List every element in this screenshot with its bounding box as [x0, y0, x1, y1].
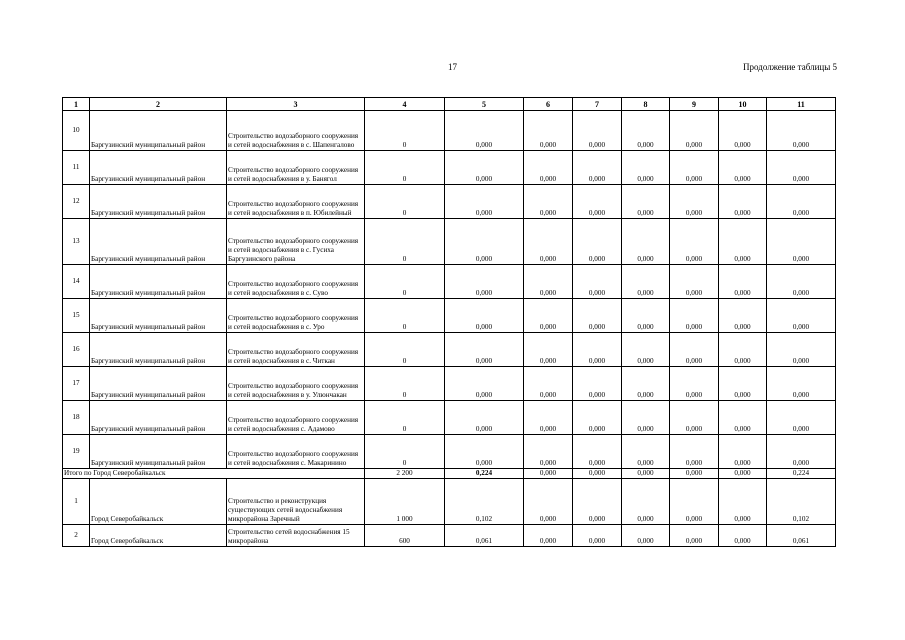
- value-cell-col-9: 0,000: [670, 185, 719, 219]
- value-cell-col-7: 0,000: [573, 333, 622, 367]
- value-cell-col-4: 0: [365, 185, 445, 219]
- row-number: 2: [63, 525, 90, 547]
- value-cell-col-4: 0: [365, 219, 445, 265]
- value-cell-col-6: 0,000: [524, 469, 573, 479]
- value-cell-col-5: 0,000: [445, 435, 524, 469]
- value-cell-col-10: 0,000: [719, 111, 767, 151]
- value-cell-col-7: 0,000: [573, 435, 622, 469]
- value-cell-col-11: 0,000: [767, 367, 836, 401]
- value-cell-col-9: 0,000: [670, 367, 719, 401]
- value-cell-col-11: 0,000: [767, 219, 836, 265]
- value-cell-col-10: 0,000: [719, 367, 767, 401]
- value-cell-col-9: 0,000: [670, 401, 719, 435]
- municipality-cell: Баргузинский муниципальный район: [90, 401, 227, 435]
- value-cell-col-8: 0,000: [622, 333, 670, 367]
- value-cell-col-7: 0,000: [573, 367, 622, 401]
- value-cell-col-6: 0,000: [524, 111, 573, 151]
- municipality-cell: Баргузинский муниципальный район: [90, 367, 227, 401]
- value-cell-col-5: 0,000: [445, 219, 524, 265]
- value-cell-col-10: 0,000: [719, 479, 767, 525]
- value-cell-col-6: 0,000: [524, 151, 573, 185]
- project-cell: Строительство и реконструкция существующих сетей водоснабжения микрорайона Заречный: [227, 479, 365, 525]
- value-cell-col-7: 0,000: [573, 185, 622, 219]
- row-number: 19: [63, 435, 90, 469]
- column-header: 6: [524, 98, 573, 111]
- row-number: 15: [63, 299, 90, 333]
- table-row: [63, 479, 836, 525]
- value-cell-col-7: 0,000: [573, 299, 622, 333]
- value-cell-col-8: 0,000: [622, 435, 670, 469]
- value-cell-col-4: 0: [365, 435, 445, 469]
- value-cell-col-5: 0,000: [445, 185, 524, 219]
- value-cell-col-4: 0: [365, 151, 445, 185]
- row-number: 14: [63, 265, 90, 299]
- municipality-cell: Баргузинский муниципальный район: [90, 299, 227, 333]
- value-cell-col-8: 0,000: [622, 367, 670, 401]
- total-label: Итого по Город Северобайкальск: [63, 469, 365, 479]
- value-cell-col-5: 0,000: [445, 299, 524, 333]
- value-cell-col-9: 0,000: [670, 469, 719, 479]
- table-row: [63, 525, 836, 547]
- municipality-cell: Баргузинский муниципальный район: [90, 333, 227, 367]
- value-cell-col-6: 0,000: [524, 185, 573, 219]
- project-cell: Строительство водозаборного сооружения и сетей водоснабжения с. Макаринино: [227, 435, 365, 469]
- value-cell-col-4: 0: [365, 299, 445, 333]
- project-cell: Строительство водозаборного сооружения и сетей водоснабжения с. Адамово: [227, 401, 365, 435]
- table-row: [63, 151, 836, 185]
- value-cell-col-5: 0,000: [445, 367, 524, 401]
- column-header: 11: [767, 98, 836, 111]
- value-cell-col-6: 0,000: [524, 435, 573, 469]
- table-row: [63, 333, 836, 367]
- value-cell-col-10: 0,000: [719, 401, 767, 435]
- value-cell-col-8: 0,000: [622, 469, 670, 479]
- row-number: 12: [63, 185, 90, 219]
- value-cell-col-10: 0,000: [719, 185, 767, 219]
- column-header: 10: [719, 98, 767, 111]
- value-cell-col-8: 0,000: [622, 265, 670, 299]
- value-cell-col-7: 0,000: [573, 401, 622, 435]
- column-header: 7: [573, 98, 622, 111]
- municipality-cell: Баргузинский муниципальный район: [90, 435, 227, 469]
- value-cell-col-6: 0,000: [524, 525, 573, 547]
- project-cell: Строительство водозаборного сооружения и сетей водоснабжения в с. Гусиха Баргузинского района: [227, 219, 365, 265]
- value-cell-col-9: 0,000: [670, 151, 719, 185]
- value-cell-col-7: 0,000: [573, 479, 622, 525]
- table-row: [63, 435, 836, 469]
- value-cell-col-6: 0,000: [524, 219, 573, 265]
- value-cell-col-5: 0,000: [445, 111, 524, 151]
- value-cell-col-7: 0,000: [573, 469, 622, 479]
- value-cell-col-11: 0,000: [767, 435, 836, 469]
- value-cell-col-7: 0,000: [573, 111, 622, 151]
- table-row: [63, 367, 836, 401]
- municipality-cell: Баргузинский муниципальный район: [90, 151, 227, 185]
- value-cell-col-4: 1 000: [365, 479, 445, 525]
- value-cell-col-5: 0,224: [445, 469, 524, 479]
- value-cell-col-6: 0,000: [524, 299, 573, 333]
- value-cell-col-11: 0,000: [767, 151, 836, 185]
- project-cell: Строительство водозаборного сооружения и сетей водоснабжения в у. Улюнчакан: [227, 367, 365, 401]
- value-cell-col-10: 0,000: [719, 525, 767, 547]
- value-cell-col-8: 0,000: [622, 185, 670, 219]
- value-cell-col-6: 0,000: [524, 401, 573, 435]
- row-number: 16: [63, 333, 90, 367]
- table-row: [63, 299, 836, 333]
- value-cell-col-5: 0,102: [445, 479, 524, 525]
- project-cell: Строительство водозаборного сооружения и сетей водоснабжения в с. Уро: [227, 299, 365, 333]
- value-cell-col-6: 0,000: [524, 479, 573, 525]
- column-header: 1: [63, 98, 90, 111]
- value-cell-col-11: 0,000: [767, 185, 836, 219]
- value-cell-col-4: 0: [365, 111, 445, 151]
- column-header: 5: [445, 98, 524, 111]
- value-cell-col-9: 0,000: [670, 265, 719, 299]
- value-cell-col-5: 0,000: [445, 401, 524, 435]
- value-cell-col-7: 0,000: [573, 265, 622, 299]
- table-header-row: [63, 98, 836, 111]
- value-cell-col-11: 0,000: [767, 265, 836, 299]
- row-number: 17: [63, 367, 90, 401]
- municipality-cell: Баргузинский муниципальный район: [90, 265, 227, 299]
- row-number: 11: [63, 151, 90, 185]
- value-cell-col-4: 2 200: [365, 469, 445, 479]
- value-cell-col-8: 0,000: [622, 479, 670, 525]
- project-cell: Строительство водозаборного сооружения и сетей водоснабжения в с. Суво: [227, 265, 365, 299]
- row-number: 13: [63, 219, 90, 265]
- value-cell-col-5: 0,000: [445, 333, 524, 367]
- value-cell-col-11: 0,224: [767, 469, 836, 479]
- project-cell: Строительство водозаборного сооружения и сетей водоснабжения в с. Читкан: [227, 333, 365, 367]
- value-cell-col-10: 0,000: [719, 219, 767, 265]
- municipality-cell: Баргузинский муниципальный район: [90, 111, 227, 151]
- value-cell-col-9: 0,000: [670, 299, 719, 333]
- table-row: [63, 401, 836, 435]
- value-cell-col-10: 0,000: [719, 435, 767, 469]
- value-cell-col-4: 0: [365, 265, 445, 299]
- value-cell-col-11: 0,000: [767, 111, 836, 151]
- municipality-cell: Город Северобайкальск: [90, 479, 227, 525]
- value-cell-col-8: 0,000: [622, 525, 670, 547]
- value-cell-col-7: 0,000: [573, 525, 622, 547]
- value-cell-col-10: 0,000: [719, 265, 767, 299]
- value-cell-col-10: 0,000: [719, 299, 767, 333]
- table-row: [63, 265, 836, 299]
- value-cell-col-7: 0,000: [573, 219, 622, 265]
- value-cell-col-4: 0: [365, 333, 445, 367]
- value-cell-col-4: 0: [365, 367, 445, 401]
- column-header: 8: [622, 98, 670, 111]
- column-header: 3: [227, 98, 365, 111]
- column-header: 2: [90, 98, 227, 111]
- value-cell-col-5: 0,000: [445, 265, 524, 299]
- project-cell: Строительство водозаборного сооружения и сетей водоснабжения в с. Шапенгалово: [227, 111, 365, 151]
- value-cell-col-11: 0,061: [767, 525, 836, 547]
- value-cell-col-9: 0,000: [670, 219, 719, 265]
- page-number: 17: [448, 62, 457, 72]
- value-cell-col-9: 0,000: [670, 525, 719, 547]
- table-row: [63, 219, 836, 265]
- value-cell-col-7: 0,000: [573, 151, 622, 185]
- value-cell-col-10: 0,000: [719, 333, 767, 367]
- row-number: 10: [63, 111, 90, 151]
- value-cell-col-8: 0,000: [622, 401, 670, 435]
- value-cell-col-11: 0,102: [767, 479, 836, 525]
- value-cell-col-9: 0,000: [670, 479, 719, 525]
- total-row: [63, 469, 836, 479]
- value-cell-col-8: 0,000: [622, 299, 670, 333]
- value-cell-col-5: 0,000: [445, 151, 524, 185]
- value-cell-col-6: 0,000: [524, 265, 573, 299]
- value-cell-col-11: 0,000: [767, 333, 836, 367]
- project-cell: Строительство водозаборного сооружения и сетей водоснабжения в у. Банягол: [227, 151, 365, 185]
- value-cell-col-4: 600: [365, 525, 445, 547]
- value-cell-col-10: 0,000: [719, 469, 767, 479]
- data-table: [62, 97, 836, 547]
- value-cell-col-8: 0,000: [622, 151, 670, 185]
- table-row: [63, 111, 836, 151]
- value-cell-col-9: 0,000: [670, 111, 719, 151]
- value-cell-col-9: 0,000: [670, 435, 719, 469]
- municipality-cell: Город Северобайкальск: [90, 525, 227, 547]
- column-header: 4: [365, 98, 445, 111]
- row-number: 1: [63, 479, 90, 525]
- project-cell: Строительство водозаборного сооружения и сетей водоснабжения в п. Юбилейный: [227, 185, 365, 219]
- value-cell-col-10: 0,000: [719, 151, 767, 185]
- table-body: [63, 111, 836, 547]
- value-cell-col-5: 0,061: [445, 525, 524, 547]
- value-cell-col-11: 0,000: [767, 401, 836, 435]
- column-header: 9: [670, 98, 719, 111]
- value-cell-col-6: 0,000: [524, 333, 573, 367]
- municipality-cell: Баргузинский муниципальный район: [90, 219, 227, 265]
- value-cell-col-4: 0: [365, 401, 445, 435]
- value-cell-col-8: 0,000: [622, 219, 670, 265]
- project-cell: Строительство сетей водоснабжения 15 микрорайона: [227, 525, 365, 547]
- row-number: 18: [63, 401, 90, 435]
- value-cell-col-11: 0,000: [767, 299, 836, 333]
- table-row: [63, 185, 836, 219]
- table-continuation-label: Продолжение таблицы 5: [743, 62, 837, 72]
- value-cell-col-6: 0,000: [524, 367, 573, 401]
- value-cell-col-9: 0,000: [670, 333, 719, 367]
- municipality-cell: Баргузинский муниципальный район: [90, 185, 227, 219]
- value-cell-col-8: 0,000: [622, 111, 670, 151]
